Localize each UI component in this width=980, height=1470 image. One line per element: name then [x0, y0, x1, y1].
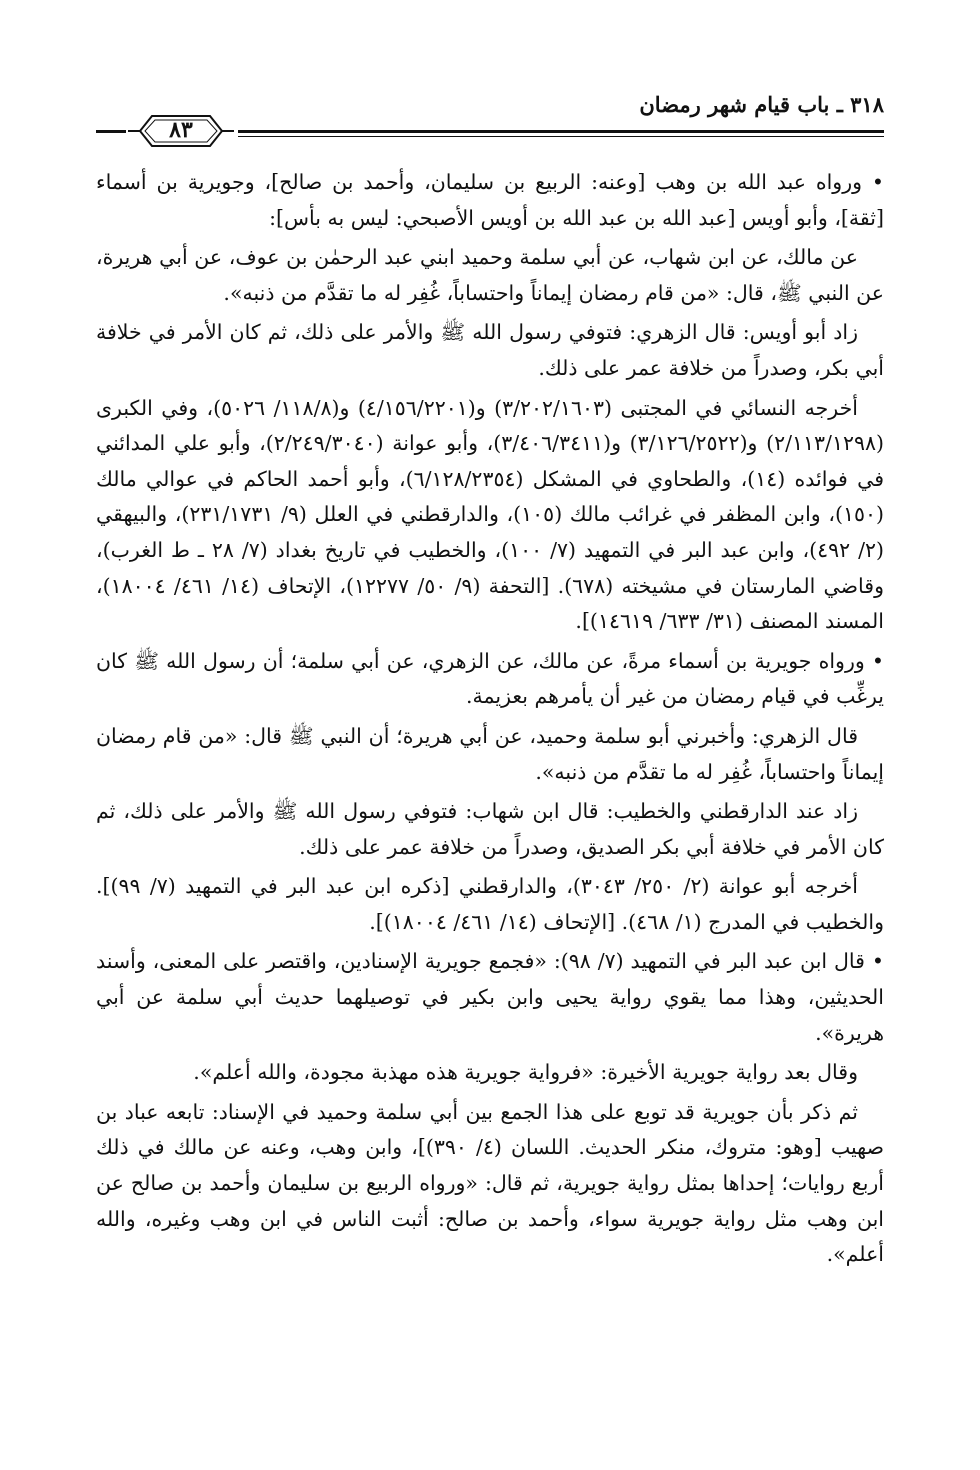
- paragraph: أخرجه النسائي في المجتبى (٣/٢٠٢/١٦٠٣) و(٤/١٥٦/٢٢٠١) و(١١٨/٨/ ٥٠٢٦)، وفي الكبرى (٢/١١٣/١٢٩٨) و(٣/١٢٦/٢٥٢٢) و(٣/٤٠٦/٣٤١١)، وأبو عوانة (٢/٢٤٩/٣٠٤٠)، وأبو علي المدائني في فوائده (١٤)، والطحاوي في المشكل (٦/١٢٨/٢٣٥٤)، وأبو أحمد الحاكم في عوالي مالك (١٥٠)، وابن المظفر في غرائب مالك (١٠٥)، والدارقطني في العلل (٩/ ٢٣١/١٧٣١)، والبيهقي (٢/ ٤٩٢)، وابن عبد البر في التمهيد (٧/ ١٠٠)، والخطيب في تاريخ بغداد (٧/ ٢٨ ـ ط الغرب)، وقاضي المارستان في مشيخته (٦٧٨). [التحفة (٩/ ٥٠/ ١٢٢٧٧)، الإتحاف (١٤/ ٤٦١/ ١٨٠٠٤)، المسند المصنف (٣١/ ٦٣٣/ ١٤٦١٩)].: [96, 395, 884, 634]
- hadith-number-badge: [126, 112, 236, 150]
- page-header: [96, 86, 884, 148]
- paragraph: عن مالك، عن ابن شهاب، عن أبي سلمة وحميد ابني عبد الرحمٰن بن عوف، عن أبي هريرة، عن النبي ﷺ، قال: «من قام رمضان إيماناً واحتساباً، غُفِر له ما تقدَّم من ذنبه».: [96, 245, 884, 305]
- paragraph: • قال ابن عبد البر في التمهيد (٧/ ٩٨): «فجمع جويرية الإسنادين، واقتصر على المعنى، وأسند الحديثين، وهذا مما يقوي رواية يحيى وابن بكير في توصيلهما حديث أبي سلمة عن أبي هريرة».: [96, 949, 884, 1045]
- paragraph: زاد عند الدارقطني والخطيب: قال ابن شهاب: فتوفي رسول الله ﷺ والأمر على ذلك، ثم كان الأمر في خلافة أبي بكر الصديق، وصدراً من خلافة عمر على ذلك.: [96, 799, 884, 859]
- text-body: [96, 165, 884, 1277]
- running-head: ٣١٨ ـ باب قيام شهر رمضان: [639, 92, 884, 117]
- paragraph: زاد أبو أويس: قال الزهري: فتوفي رسول الله ﷺ والأمر على ذلك، ثم كان الأمر في خلافة أبي بكر، وصدراً من خلافة عمر على ذلك.: [96, 320, 884, 380]
- paragraph: وقال بعد رواية جويرية الأخيرة: «فرواية جويرية هذه مهذبة مجودة، والله أعلم».: [193, 1060, 858, 1085]
- paragraph: • ورواه جويرية بن أسماء مرةً، عن مالك، عن الزهري، عن أبي سلمة؛ أن رسول الله ﷺ كان يرغِّب في قيام رمضان من غير أن يأمرهم بعزيمة.: [96, 648, 884, 709]
- paragraph: قال الزهري: وأخبرني أبو سلمة وحميد، عن أبي هريرة؛ أن النبي ﷺ قال: «من قام رمضان إيماناً واحتساباً، غُفِر له ما تقدَّم من ذنبه».: [96, 723, 884, 784]
- hadith-number: ٨٣: [169, 117, 193, 143]
- paragraph: ثم ذكر بأن جويرية قد توبع على هذا الجمع بين أبي سلمة وحميد في الإسناد: تابعه عباد بن صهيب [وهو: متروك، منكر الحديث. اللسان (٤/ ٣٩٠)]، وابن وهب، وعنه عن مالك في ذلك أربع روايات؛ إحداها بمثل رواية جويرية، ثم قال: «ورواه الربيع بن سليمان وأحمد بن صالح عن ابن وهب مثل رواية جويرية سواء، وأحمد بن صالح: أثبت الناس في ابن وهب وغيره، والله أعلم».: [96, 1099, 884, 1267]
- paragraph: أخرجه أبو عوانة (٢/ ٢٥٠/ ٣٠٤٣)، والدارقطني [ذكره ابن عبد البر في التمهيد (٧/ ٩٩)]. والخطيب في المدرج (١/ ٤٦٨). [الإتحاف (١٤/ ٤٦١/ ١٨٠٠٤)].: [96, 874, 884, 934]
- header-rule: [238, 130, 884, 133]
- header-rule-short: [96, 130, 126, 133]
- paragraph: • ورواه عبد الله بن وهب [وعنه: الربيع بن سليمان، وأحمد بن صالح]، وجويرية بن أسماء [ثقة]، وأبو أويس [عبد الله بن عبد الله بن أويس الأصبحي: ليس به بأس]:: [96, 170, 884, 230]
